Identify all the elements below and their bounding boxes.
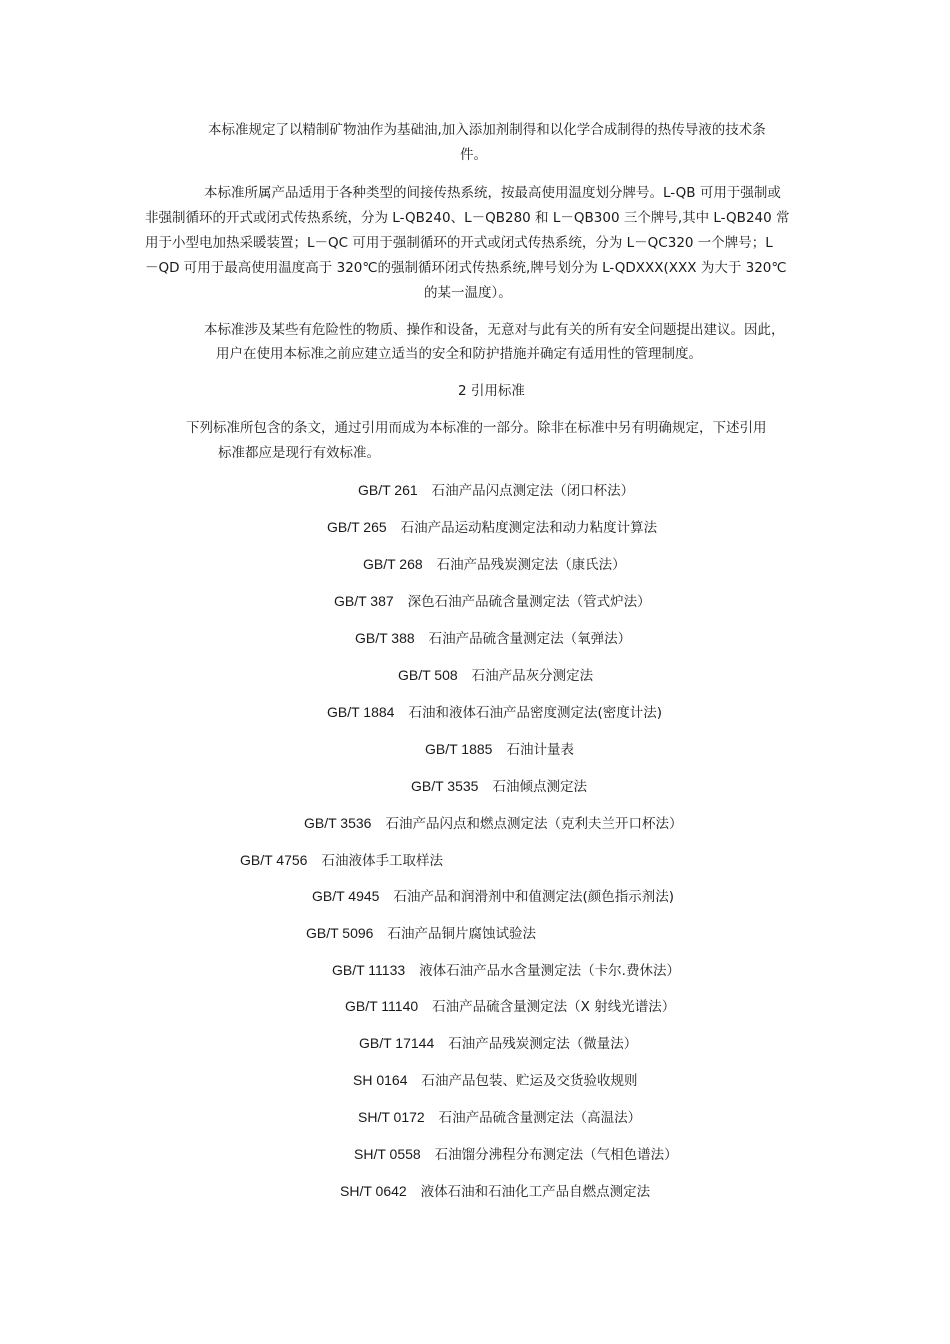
reference-item — [304, 813, 682, 834]
reference-title: 石油产品和润滑剂中和值测定法(颜色指示剂法) — [393, 889, 674, 905]
reference-item — [355, 628, 631, 649]
reference-item — [425, 739, 574, 760]
intro-paragraph-2-line-4: －QD 可用于最高使用温度高于 320℃的强制循环闭式传热系统,牌号划分为 L-QDXXX(XXX 为大于 320℃ — [145, 260, 787, 276]
reference-title: 液体石油和石油化工产品自燃点测定法 — [420, 1184, 651, 1200]
reference-code: GB/T 261 — [358, 482, 418, 498]
reference-title: 石油和液体石油产品密度测定法(密度计法) — [408, 705, 662, 721]
reference-title: 石油产品硫含量测定法（氧弹法） — [428, 631, 632, 647]
reference-code: GB/T 3536 — [304, 815, 372, 831]
reference-code: GB/T 388 — [355, 630, 415, 646]
reference-code: GB/T 5096 — [306, 925, 374, 941]
reference-item — [398, 665, 593, 686]
reference-code: SH/T 0558 — [354, 1146, 421, 1162]
reference-code: GB/T 17144 — [359, 1035, 435, 1051]
reference-code: SH 0164 — [353, 1072, 408, 1088]
reference-title: 石油产品运动粘度测定法和动力粘度计算法 — [400, 520, 658, 536]
reference-code: GB/T 508 — [398, 667, 458, 683]
reference-title: 石油产品铜片腐蚀试验法 — [387, 926, 536, 942]
reference-item — [363, 554, 626, 575]
reference-code: GB/T 4756 — [240, 852, 308, 868]
reference-title: 石油倾点测定法 — [492, 779, 587, 795]
reference-item — [306, 923, 536, 944]
reference-title: 石油产品硫含量测定法（X 射线光谱法） — [432, 999, 676, 1015]
reference-title: 石油产品残炭测定法（微量法） — [448, 1036, 638, 1052]
intro-paragraph-3-line-2: 用户在使用本标准之前应建立适当的安全和防护措施并确定有适用性的管理制度。 — [216, 346, 702, 362]
reference-item — [345, 996, 675, 1017]
reference-code: GB/T 3535 — [411, 778, 479, 794]
reference-item — [411, 776, 587, 797]
reference-code: GB/T 268 — [363, 556, 423, 572]
reference-item — [240, 850, 443, 871]
reference-code: GB/T 387 — [334, 593, 394, 609]
intro-paragraph-3-line-1: 本标准涉及某些有危险性的物质、操作和设备，无意对与此有关的所有安全问题提出建议。因此， — [204, 322, 785, 338]
reference-code: GB/T 1885 — [425, 741, 493, 757]
reference-title: 石油液体手工取样法 — [321, 853, 443, 869]
reference-item — [359, 1033, 637, 1054]
intro-paragraph-2-line-5: 的某一温度）。 — [424, 285, 512, 301]
reference-item — [353, 1070, 637, 1091]
reference-title: 深色石油产品硫含量测定法（管式炉法） — [407, 594, 651, 610]
reference-item — [327, 702, 662, 723]
reference-item — [354, 1144, 678, 1165]
intro-paragraph-1-line-1: 本标准规定了以精制矿物油作为基础油,加入添加剂制得和以化学合成制得的热传导液的技术条 — [208, 122, 766, 138]
reference-title: 液体石油产品水含量测定法（卡尔.费休法） — [419, 963, 680, 979]
intro-paragraph-2-line-1: 本标准所属产品适用于各种类型的间接传热系统，按最高使用温度划分牌号。L-QB 可用于强制或 — [204, 185, 781, 201]
reference-item — [334, 591, 651, 612]
reference-code: SH/T 0642 — [340, 1183, 407, 1199]
reference-code: GB/T 11140 — [345, 998, 419, 1014]
reference-item — [340, 1181, 650, 1202]
reference-title: 石油产品闪点测定法（闭口杯法） — [431, 483, 635, 499]
reference-title: 石油产品残炭测定法（康氏法） — [436, 557, 626, 573]
reference-code: SH/T 0172 — [358, 1109, 425, 1125]
reference-item — [312, 886, 674, 907]
reference-item — [358, 480, 634, 501]
intro-paragraph-2-line-3: 用于小型电加热采暖装置；L－QC 可用于强制循环的开式或闭式传热系统，分为 L－QC320 一个牌号；L — [145, 235, 773, 251]
intro-paragraph-1-line-2: 件。 — [460, 147, 487, 163]
section-intro-line-2: 标准都应是现行有效标准。 — [218, 445, 380, 461]
intro-paragraph-2-line-2: 非强制循环的开式或闭式传热系统，分为 L-QB240、L－QB280 和 L－QB300 三个牌号,其中 L-QB240 常 — [145, 210, 790, 226]
reference-item — [327, 517, 657, 538]
reference-code: GB/T 4945 — [312, 888, 380, 904]
reference-title: 石油产品灰分测定法 — [471, 668, 594, 684]
reference-title: 石油产品硫含量测定法（高温法） — [438, 1110, 642, 1126]
reference-code: GB/T 265 — [327, 519, 387, 535]
reference-title: 石油产品闪点和燃点测定法（克利夫兰开口杯法） — [385, 816, 683, 832]
reference-code: GB/T 1884 — [327, 704, 395, 720]
reference-title: 石油产品包装、贮运及交货验收规则 — [421, 1073, 638, 1089]
reference-title: 石油馏分沸程分布测定法（气相色谱法） — [434, 1147, 678, 1163]
section-heading: 2 引用标准 — [458, 383, 525, 399]
reference-item — [332, 960, 680, 981]
reference-item — [358, 1107, 641, 1128]
reference-title: 石油计量表 — [506, 742, 574, 758]
section-intro-line-1: 下列标准所包含的条文，通过引用而成为本标准的一部分。除非在标准中另有明确规定，下述引用 — [186, 420, 767, 436]
reference-code: GB/T 11133 — [332, 962, 406, 978]
